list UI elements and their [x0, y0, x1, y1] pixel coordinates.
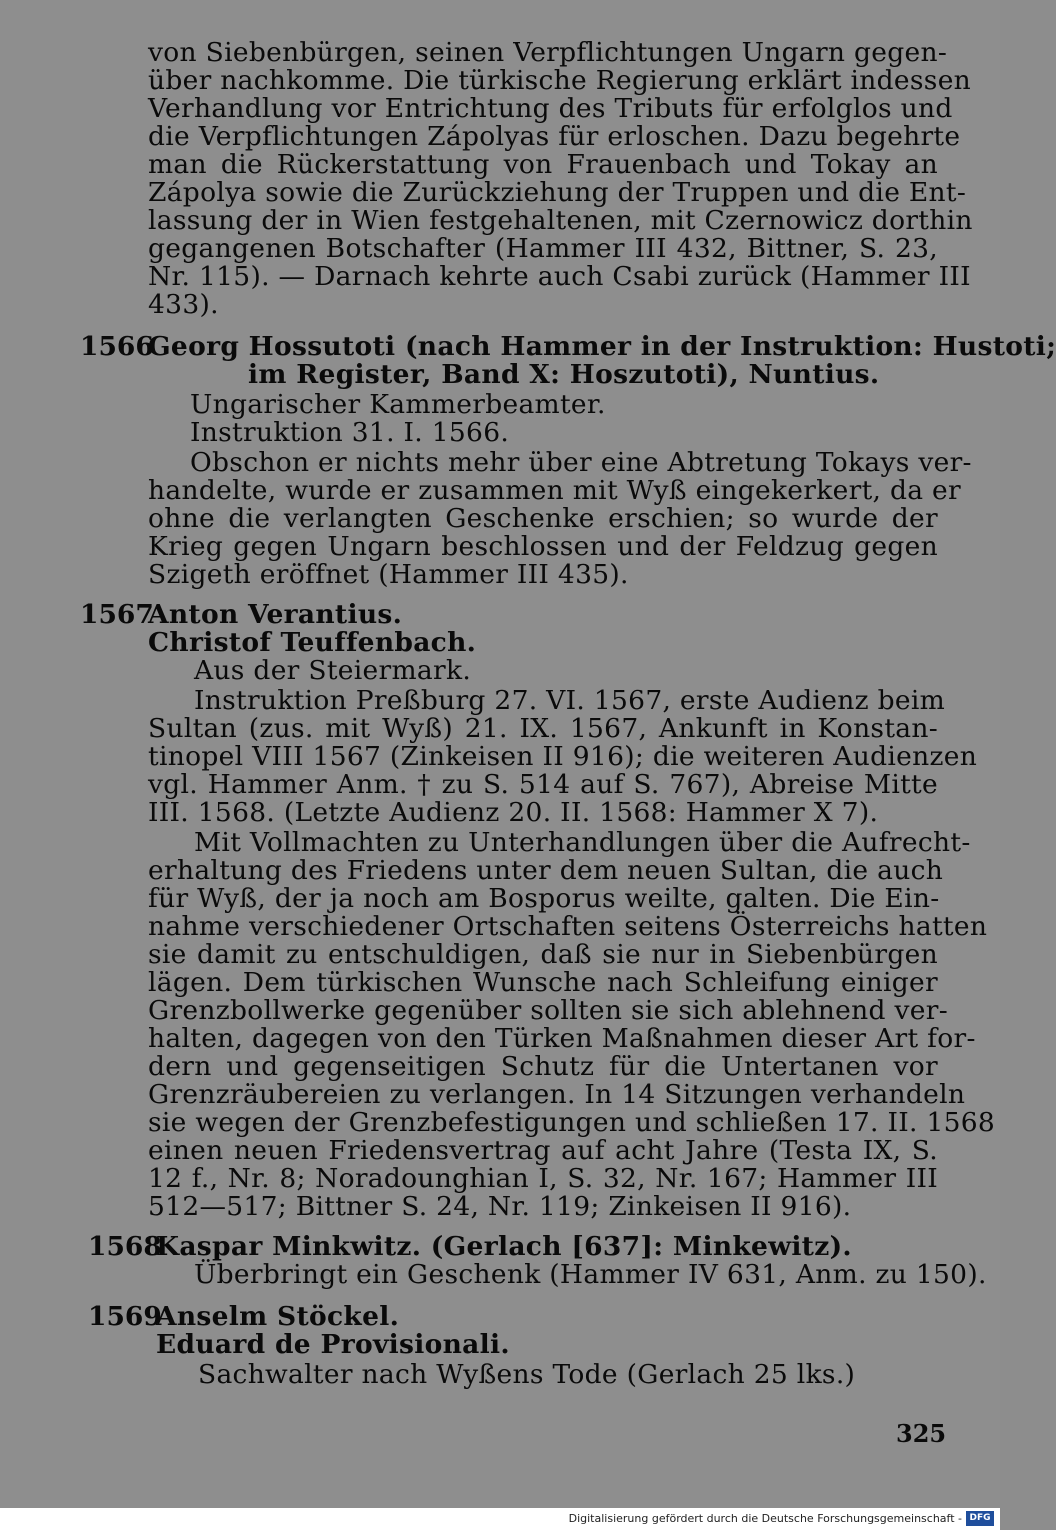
text-line: Zápolya sowie die Zurückziehung der Truppen und die Ent-: [148, 177, 967, 208]
text-line: lägen. Dem türkischen Wunsche nach Schleifung einiger: [148, 967, 938, 998]
entry-heading: Christof Teuffenbach.: [148, 627, 477, 658]
text-line: Aus der Steiermark.: [194, 655, 472, 686]
text-line: Ungarischer Kammerbeamter.: [190, 389, 606, 420]
text-line: Sachwalter nach Wyßens Tode (Gerlach 25 lks.): [198, 1359, 856, 1390]
text-line: einen neuen Friedensvertrag auf acht Jahre (Testa IX, S.: [148, 1135, 938, 1166]
text-line: für Wyß, der ja noch am Bosporus weilte, galten. Die Ein-: [148, 883, 940, 914]
entry-year-1567: 1567: [80, 599, 154, 630]
dfg-logo-icon: DFG: [966, 1511, 994, 1526]
text-line: man die Rückerstattung von Frauenbach und Tokay an: [148, 149, 938, 180]
text-line: Obschon er nichts mehr über eine Abtretung Tokays ver-: [190, 447, 972, 478]
text-line: sie wegen der Grenzbefestigungen und schließen 17. II. 1568: [148, 1107, 996, 1138]
text-line: halten, dagegen von den Türken Maßnahmen dieser Art for-: [148, 1023, 976, 1054]
text-line: die Verpflichtungen Zápolyas für erloschen. Dazu begehrte: [148, 121, 961, 152]
text-line: III. 1568. (Letzte Audienz 20. II. 1568: Hammer X 7).: [148, 797, 879, 828]
text-line: 512—517; Bittner S. 24, Nr. 119; Zinkeisen II 916).: [148, 1191, 852, 1222]
entry-heading: im Register, Band X: Hoszutoti), Nuntius.: [248, 359, 880, 390]
text-line: Mit Vollmachten zu Unterhandlungen über die Aufrecht-: [194, 827, 971, 858]
text-line: Krieg gegen Ungarn beschlossen und der Feldzug gegen: [148, 531, 938, 562]
entry-heading: Anselm Stöckel.: [156, 1301, 400, 1332]
text-line: 12 f., Nr. 8; Noradounghian I, S. 32, Nr. 167; Hammer III: [148, 1163, 938, 1194]
digitization-footer: [0, 1508, 1000, 1530]
page-number: 325: [896, 1419, 947, 1448]
text-line: vgl. Hammer Anm. † zu S. 514 auf S. 767), Abreise Mitte: [148, 769, 938, 800]
text-line: Instruktion Preßburg 27. VI. 1567, erste Audienz beim: [194, 685, 946, 716]
text-line: Nr. 115). — Darnach kehrte auch Csabi zurück (Hammer III: [148, 261, 971, 292]
text-line: Verhandlung vor Entrichtung des Tributs für erfolglos und: [148, 93, 953, 124]
text-line: dern und gegenseitigen Schutz für die Untertanen vor: [148, 1051, 938, 1082]
text-line: nahme verschiedener Ortschaften seitens Österreichs hatten: [148, 911, 988, 942]
text-line: Sultan (zus. mit Wyß) 21. IX. 1567, Ankunft in Konstan-: [148, 713, 938, 744]
text-line: erhaltung des Friedens unter dem neuen Sultan, die auch: [148, 855, 944, 886]
entry-year-1568: 1568: [88, 1231, 162, 1262]
text-line: handelte, wurde er zusammen mit Wyß eingekerkert, da er: [148, 475, 962, 506]
footer-credit: Digitalisierung gefördert durch die Deutsche Forschungsgemeinschaft -: [568, 1512, 962, 1525]
text-line: tinopel VIII 1567 (Zinkeisen II 916); die weiteren Audienzen: [148, 741, 978, 772]
entry-heading: Kaspar Minkwitz. (Gerlach [637]: Minkewitz).: [156, 1231, 852, 1262]
text-line: Überbringt ein Geschenk (Hammer IV 631, Anm. zu 150).: [194, 1259, 987, 1290]
text-line: 433).: [148, 289, 219, 320]
entry-year-1569: 1569: [88, 1301, 162, 1332]
text-line: gegangenen Botschafter (Hammer III 432, Bittner, S. 23,: [148, 233, 938, 264]
text-line: Szigeth eröffnet (Hammer III 435).: [148, 559, 629, 590]
text-line: Grenzräubereien zu verlangen. In 14 Sitzungen verhandeln: [148, 1079, 966, 1110]
text-line: über nachkomme. Die türkische Regierung erklärt indessen: [148, 65, 972, 96]
entry-heading: Anton Verantius.: [148, 599, 403, 630]
text-line: Instruktion 31. I. 1566.: [190, 417, 510, 448]
entry-heading: Georg Hossutoti (nach Hammer in der Instruktion: Hustoti;: [148, 331, 1056, 362]
text-line: lassung der in Wien festgehaltenen, mit Czernowicz dorthin: [148, 205, 973, 236]
text-line: ohne die verlangten Geschenke erschien; so wurde der: [148, 503, 938, 534]
text-line: von Siebenbürgen, seinen Verpflichtungen Ungarn gegen-: [148, 37, 948, 68]
text-line: Grenzbollwerke gegenüber sollten sie sich ablehnend ver-: [148, 995, 948, 1026]
entry-year-1566: 1566: [80, 331, 154, 362]
text-line: sie damit zu entschuldigen, daß sie nur in Siebenbürgen: [148, 939, 938, 970]
entry-heading: Eduard de Provisionali.: [156, 1329, 510, 1360]
